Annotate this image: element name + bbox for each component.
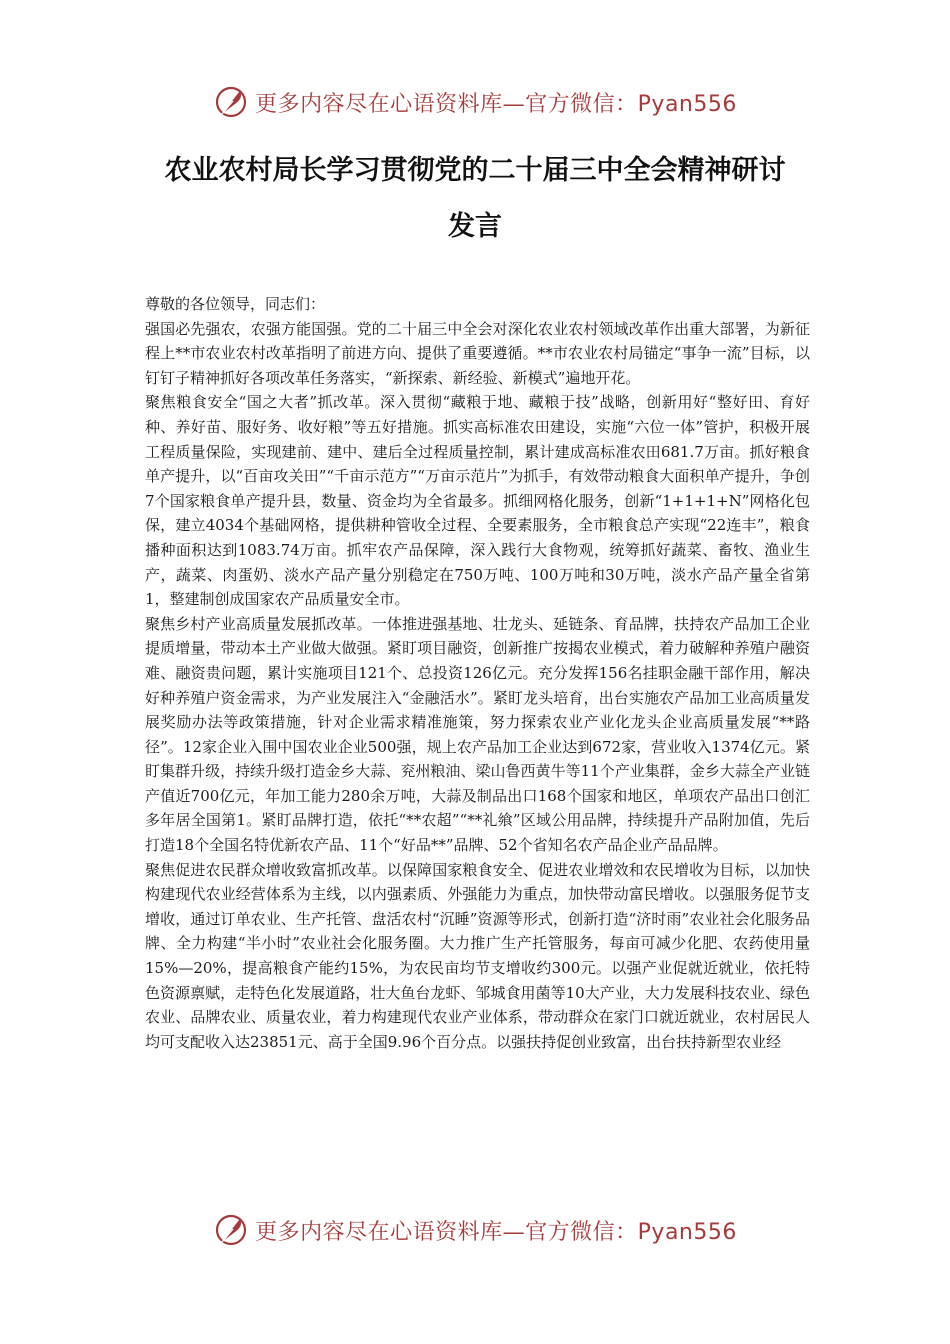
header-banner-label: 更多内容尽在心语资料库—官方微信：: [255, 91, 638, 117]
paragraph-intro: 强国必先强农，农强方能国强。党的二十届三中全会对深化农业农村领域改革作出重大部署，为新征程上**市农业农村改革指明了前进方向、提供了重要遵循。**市农业农村局锚定“事争一流”目标，以钉钉子精神抓好各项改革任务落实，“新探索、新经验、新模式”遍地开花。: [145, 319, 810, 387]
document-title: [0, 143, 950, 255]
document-body: [145, 292, 810, 1054]
title-line-2: 发言: [448, 211, 502, 242]
title-line-1: 农业农村局长学习贯彻党的二十届三中全会精神研讨: [164, 155, 786, 186]
paragraph-rural-industry: 聚焦乡村产业高质量发展抓改革。一体推进强基地、壮龙头、延链条、育品牌，扶持农产品加工企业提质增量，带动本土产业做大做强。紧盯项目融资，创新推广按揭农业模式，着力破解种养殖户融资难、融资贵问题，累计实施项目121个、总投资126亿元。充分发挥156名挂职金融干部作用，解决好种养殖户资金需求，为产业发展注入“金融活水”。紧盯龙头培育，出台实施农产品加工业高质量发展奖励办法等政策措施，针对企业需求精准施策，努力探索农业产业化龙头企业高质量发展“**路径”。12家企业入围中国农业企业500强，规上农产品加工企业达到672家，营业收入1374亿元。紧盯集群升级，持续升级打造金乡大蒜、兖州粮油、梁山鲁西黄牛等11个产业集群，金乡大蒜全产业链产值近700亿元，年加工能力280余万吨，大蒜及制品出口168个国家和地区，单项农产品出口创汇多年居全国第1。紧盯品牌打造，依托“**农超”“**礼飨”区域公用品牌，持续提升产品附加值，先后打造18个全国名特优新农产品、11个“好品**”品牌、52个省知名农产品企业产品品牌。: [145, 614, 810, 855]
footer-banner-label: 更多内容尽在心语资料库—官方微信：: [255, 1219, 638, 1245]
feather-pen-logo-icon: [213, 1212, 249, 1248]
header-banner-text: [255, 87, 737, 118]
footer-wechat-id: Pyan556: [637, 1219, 737, 1245]
footer-banner-text: [255, 1215, 737, 1246]
feather-pen-logo-icon: [213, 84, 249, 120]
footer-banner: [0, 1208, 950, 1252]
header-banner: [0, 80, 950, 124]
salutation: 尊敬的各位领导，同志们：: [145, 295, 326, 313]
header-wechat-id: Pyan556: [637, 91, 737, 117]
paragraph-farmer-income: 聚焦促进农民群众增收致富抓改革。以保障国家粮食安全、促进农业增效和农民增收为目标，以加快构建现代农业经营体系为主线，以内强素质、外强能力为重点，加快带动富民增收。以强服务促节支增收，通过订单农业、生产托管、盘活农村“沉睡”资源等形式，创新打造“济时雨”农业社会化服务品牌、全力构建“半小时”农业社会化服务圈。大力推广生产托管服务，每亩可减少化肥、农药使用量15%—20%，提高粮食产能约15%，为农民亩均节支增收约300元。以强产业促就近就业，依托特色资源禀赋，走特色化发展道路，壮大鱼台龙虾、邹城食用菌等10大产业，大力发展科技农业、绿色农业、品牌农业、质量农业，着力构建现代农业产业体系，带动群众在家门口就近就业，农村居民人均可支配收入达23851元、高于全国9.96个百分点。以强扶持促创业致富，出台扶持新型农业经: [145, 860, 810, 1051]
paragraph-food-security: 聚焦粮食安全“国之大者”抓改革。深入贯彻“藏粮于地、藏粮于技”战略，创新用好“整好田、育好种、养好苗、服好务、收好粮”等五好措施。抓实高标准农田建设，实施“六位一体”管护，积极开展工程质量保险，实现建前、建中、建后全过程质量控制，累计建成高标准农田681.7万亩。抓好粮食单产提升，以“百亩攻关田”“千亩示范方”“万亩示范片”为抓手，有效带动粮食大面积单产提升，争创7个国家粮食单产提升县，数量、资金均为全省最多。抓细网格化服务，创新“1+1+1+N”网格化包保，建立4034个基础网格，提供耕种管收全过程、全要素服务，全市粮食总产实现“22连丰”，粮食播种面积达到1083.74万亩。抓牢农产品保障，深入践行大食物观，统筹抓好蔬菜、畜牧、渔业生产，蔬菜、肉蛋奶、淡水产品产量分别稳定在750万吨、100万吨和30万吨，淡水产品产量全省第1，整建制创成国家农产品质量安全市。: [145, 393, 810, 609]
